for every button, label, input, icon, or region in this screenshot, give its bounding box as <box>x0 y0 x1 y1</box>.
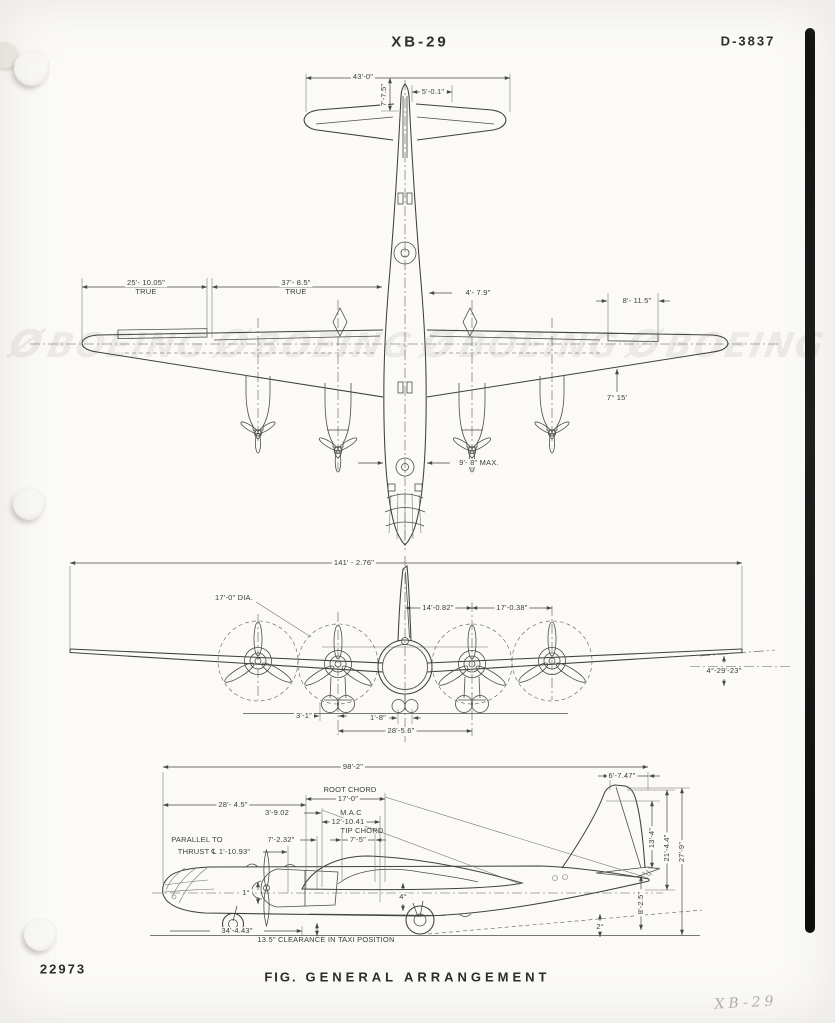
handwritten-note: XB-29 <box>714 993 778 1013</box>
dim-tail-angle: 2° <box>596 922 604 932</box>
dim-aileron-span: 8'- 11.5" <box>622 296 652 306</box>
boeing-logo-icon: Ø <box>211 322 255 366</box>
dim-mac-offset-a: 3'-9.02 <box>264 808 290 818</box>
boeing-watermark: ØBOEING <box>211 322 417 366</box>
dim-root-chord: 17'-0" <box>337 794 359 804</box>
boeing-logo-icon: Ø <box>623 322 666 366</box>
dim-mac: 12'-10.41 <box>331 817 365 827</box>
note-parallel-to: PARALLEL TO <box>171 835 223 845</box>
label-root-chord: ROOT CHORD <box>323 785 377 795</box>
dim-stabilizer-span: 43'-0" <box>352 72 374 82</box>
dim-fuselage-length: 98'-2" <box>342 762 364 772</box>
dim-tip-chord: 7'-5" <box>350 835 366 845</box>
dim-wing-incidence: 4° <box>399 892 407 902</box>
dim-nose-gear-track: 1'-8" <box>370 713 386 723</box>
dim-inner-wing-panel: 37'- 8.5" <box>281 278 311 288</box>
note-taxi-clearance: 13.5" CLEARANCE IN TAXI POSITION <box>257 935 395 945</box>
boeing-logo-icon: Ø <box>417 322 460 366</box>
figure-label: FIG. <box>264 969 298 985</box>
dim-tail-height: 8'-2.5" <box>636 891 646 915</box>
dim-gear-distance: 34'-4.43" <box>221 926 253 936</box>
dim-wing-dihedral: 4°-29'-23" <box>706 666 742 676</box>
dim-fin-offset: 5'-0.1" <box>421 87 445 97</box>
dim-fin-tip-chord: 6'-7.47" <box>608 771 636 781</box>
dim-nose-to-wing: 28'- 4.5" <box>218 800 248 810</box>
dim-overall-height: 27'-9" <box>677 841 687 863</box>
plan-dimension-lines <box>82 74 670 463</box>
dim-outboard-engine-spacing: 17'-0.38" <box>496 603 528 613</box>
boeing-logo-icon: Ø <box>6 322 49 366</box>
dim-mac-offset-b: 7'-2.32" <box>267 835 295 845</box>
side-dimension-lines <box>163 785 690 937</box>
dim-propeller-diameter: 17'-0" DIA. <box>215 593 253 603</box>
document-number: D-3837 <box>720 33 776 49</box>
dim-fuselage-max-width: 9'- 8" MAX. <box>459 458 499 468</box>
dim-wing-sweep-angle: 7° 15' <box>606 393 628 403</box>
plan-view-drawing <box>30 74 778 550</box>
dim-stab-height: 13'-4" <box>647 827 657 849</box>
dim-nose-angle: 1° <box>242 888 250 898</box>
dim-wing-span: 141' - 2.76" <box>333 558 375 568</box>
boeing-watermark: ØBOEING <box>6 322 211 366</box>
dim-main-gear-track: 28'-5.6" <box>387 726 415 736</box>
dim-fuselage-width: 4'- 7.9" <box>465 288 491 298</box>
sheet-number: 22973 <box>39 961 87 977</box>
note-thrust-centerline: THRUST ℄ 1'-10.93" <box>177 847 251 857</box>
dim-gear-offset: 3'-1" <box>296 711 312 721</box>
figure-title: GENERAL ARRANGEMENT <box>305 969 551 985</box>
label-mac: M.A.C <box>340 808 362 818</box>
page-title: XB-29 <box>391 33 449 51</box>
front-view-drawing <box>70 556 792 742</box>
dim-fin-chord: 7'-7.5" <box>379 83 389 107</box>
dim-outer-wing-note: TRUE <box>135 287 157 297</box>
dim-outer-wing-panel: 25'- 10.05" <box>127 278 165 288</box>
boeing-watermark: ØBOEING <box>417 322 623 366</box>
dim-inner-wing-note: TRUE <box>285 287 307 297</box>
boeing-watermark: ØBOEING <box>623 322 829 366</box>
label-tip-chord: TIP CHORD <box>340 826 384 836</box>
dim-inboard-engine-offset: 14'-0.82" <box>422 603 454 613</box>
dim-fin-height: 21'-4.4" <box>662 834 672 862</box>
